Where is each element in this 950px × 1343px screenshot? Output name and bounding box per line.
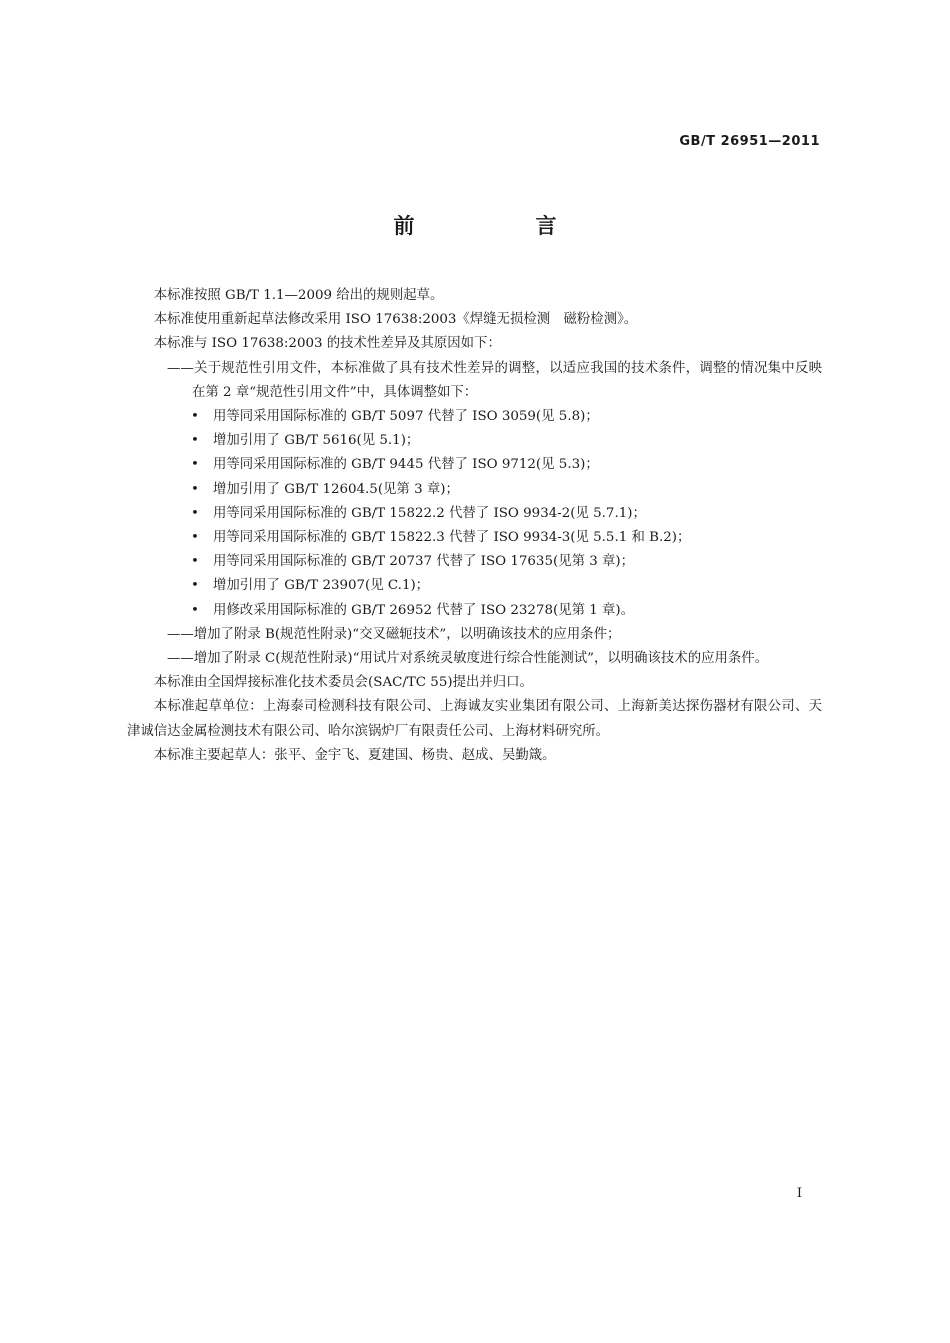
list-item: • 增加引用了 GB/T 5616(见 5.1)； xyxy=(127,429,822,453)
paragraph-drafting-units: 本标准起草单位：上海泰司检测科技有限公司、上海诚友实业集团有限公司、上海新美达探伤器材有限公司、天津诚信达金属检测技术有限公司、哈尔滨锅炉厂有限责任公司、上海材料研究所。 xyxy=(127,699,822,739)
bullet-icon: • xyxy=(191,530,199,546)
paragraph-adoption: 本标准使用重新起草法修改采用 ISO 17638:2003《焊缝无损检测 磁粉检测》。 xyxy=(153,312,638,328)
paragraph-proposer: 本标准由全国焊接标准化技术委员会(SAC/TC 55)提出并归口。 xyxy=(153,675,533,691)
page-title: 前 言 xyxy=(393,214,607,238)
bullet-icon: • xyxy=(191,578,199,594)
list-item: • 增加引用了 GB/T 23907(见 C.1)； xyxy=(127,574,822,598)
bullet-icon: • xyxy=(191,409,199,425)
list-item: • 用等同采用国际标准的 GB/T 5097 代替了 ISO 3059(见 5.8)； xyxy=(127,405,822,429)
list-item: • 用等同采用国际标准的 GB/T 15822.2 代替了 ISO 9934-2(见 5.7.1)； xyxy=(127,502,822,526)
bullet-icon: • xyxy=(191,602,199,618)
document-body xyxy=(127,284,822,768)
list-item: • 用等同采用国际标准的 GB/T 15822.3 代替了 ISO 9934-3(见 5.5.1 和 B.2)； xyxy=(127,526,822,550)
list-item: • 用修改采用国际标准的 GB/T 26952 代替了 ISO 23278(见第 1 章)。 xyxy=(127,599,822,623)
paragraph-differences-intro: 本标准与 ISO 17638:2003 的技术性差异及其原因如下： xyxy=(153,336,501,352)
bullet-icon: • xyxy=(191,505,199,521)
bullet-icon: • xyxy=(191,457,199,473)
bullet-icon: • xyxy=(191,554,199,570)
list-item: • 用等同采用国际标准的 GB/T 9445 代替了 ISO 9712(见 5.3)； xyxy=(127,453,822,477)
list-item: • 增加引用了 GB/T 12604.5(见第 3 章)； xyxy=(127,478,822,502)
dash-item-annex-b: ——增加了附录 B(规范性附录)“交叉磁轭技术”，以明确该技术的应用条件； xyxy=(167,626,621,642)
paragraph-drafters: 本标准主要起草人：张平、金宇飞、夏建国、杨贵、赵成、吴勤箴。 xyxy=(153,747,556,763)
bullet-icon: • xyxy=(191,481,199,497)
list-item: • 用等同采用国际标准的 GB/T 20737 代替了 ISO 17635(见第 3 章)； xyxy=(127,550,822,574)
bullet-icon: • xyxy=(191,433,199,449)
paragraph-drafting-rules: 本标准按照 GB/T 1.1—2009 给出的规则起草。 xyxy=(153,288,444,303)
dash-item-annex-c: ——增加了附录 C(规范性附录)“用试片对系统灵敏度进行综合性能测试”，以明确该技术的应用条件。 xyxy=(167,651,769,667)
bullet-list xyxy=(127,405,822,623)
page-number: I xyxy=(796,1186,802,1201)
standard-code: GB/T 26951—2011 xyxy=(679,134,820,149)
dash-item-normative-references: ——关于规范性引用文件，本标准做了具有技术性差异的调整，以适应我国的技术条件，调整的情况集中反映在第 2 章“规范性引用文件”中，具体调整如下： xyxy=(167,360,822,400)
